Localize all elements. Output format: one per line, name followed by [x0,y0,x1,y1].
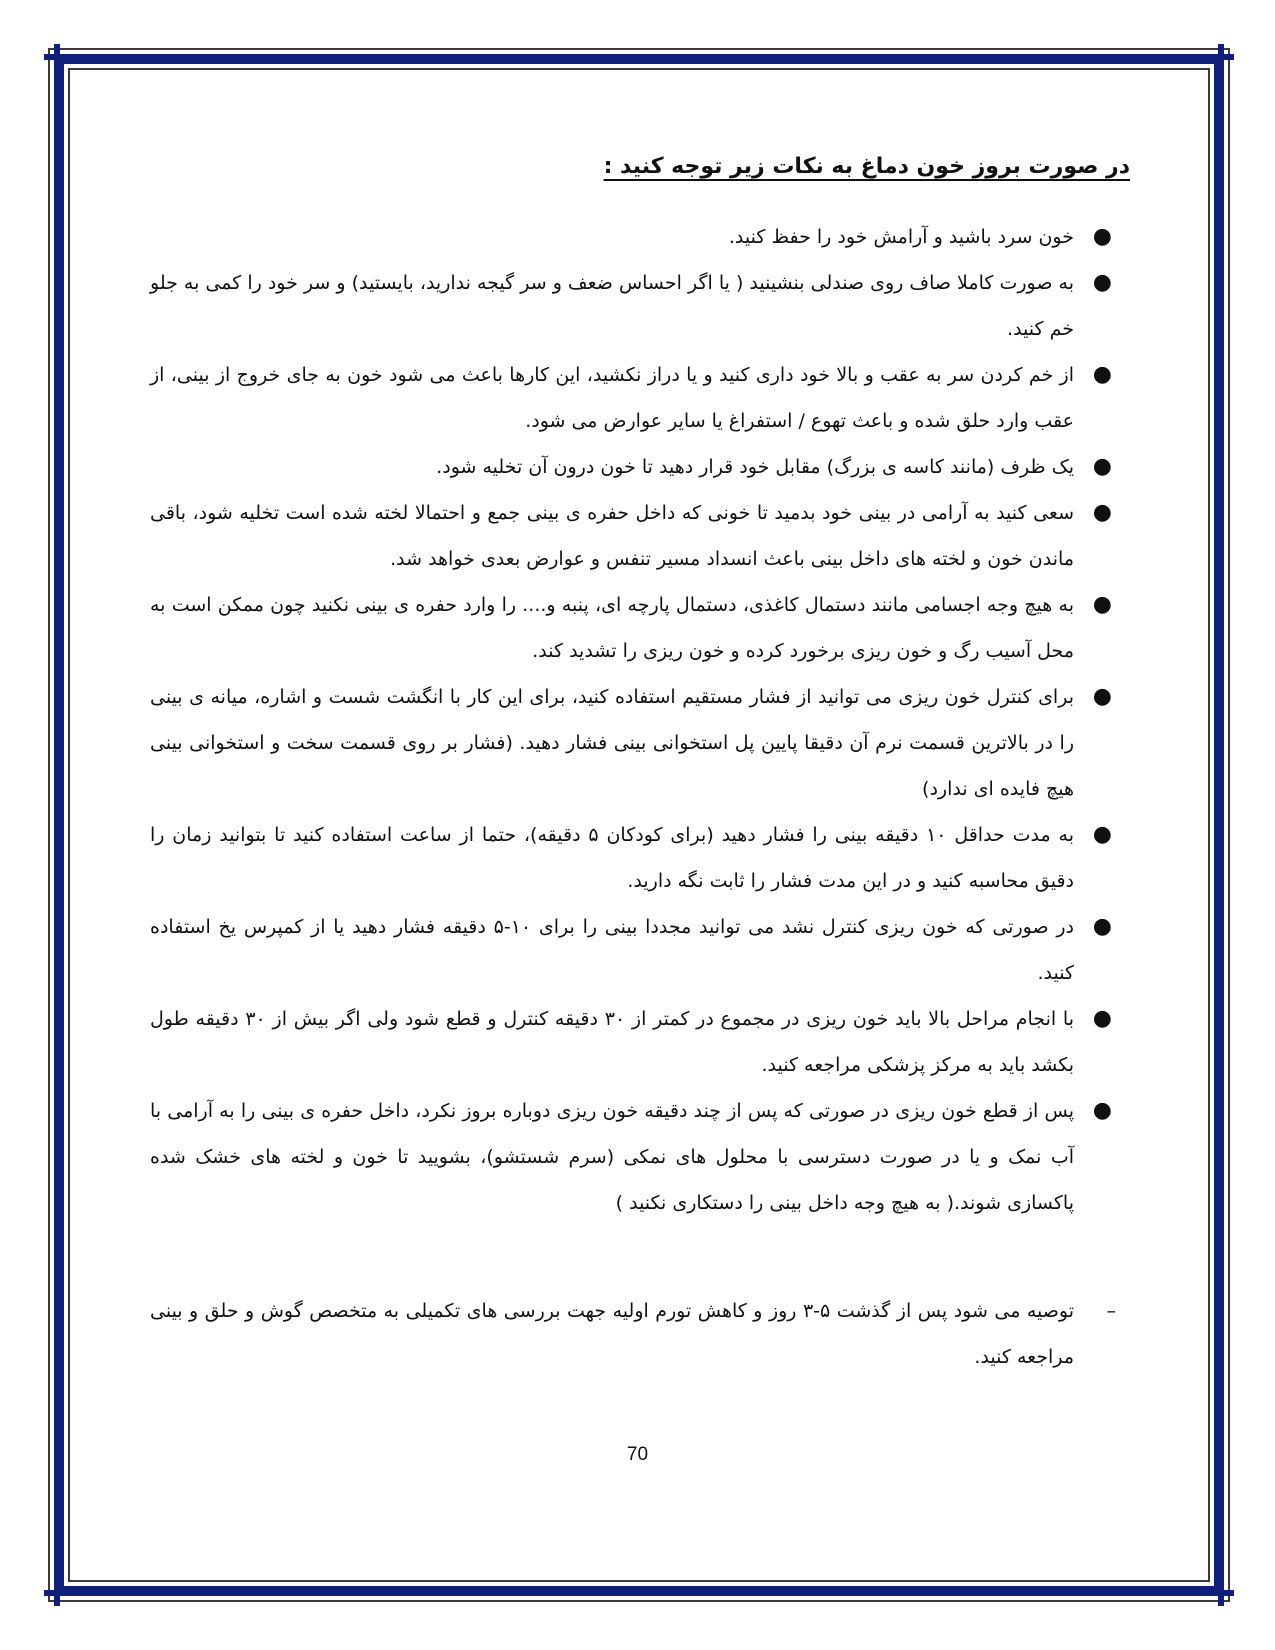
list-item-text: به مدت حداقل ۱۰ دقیقه بینی را فشار دهید (برای کودکان ۵ دقیقه)، حتما از ساعت استفاده کنید تا بتوانید زمان را دقیق محاسبه کنید و در این مدت فشار را ثابت نگه دارید. [150,824,1074,892]
list-item [150,490,1130,582]
bullet-icon: ● [1092,270,1112,295]
list-item [150,260,1130,352]
list-item [150,444,1130,490]
list-item [150,812,1130,904]
frame-corner-ornament [1208,1580,1234,1606]
bullet-icon: ● [1092,592,1112,617]
list-item-text: با انجام مراحل بالا باید خون ریزی در مجموع در کمتر از ۳۰ دقیقه کنترل و قطع شود ولی اگر بیش از ۳۰ دقیقه طول بکشد باید به مرکز پزشکی مراجعه کنید. [150,1008,1074,1076]
page-number: 70 [626,1444,649,1465]
frame-corner-ornament [1208,44,1234,70]
bullet-list [150,214,1130,1226]
recommendation-note [150,1288,1130,1380]
list-item [150,582,1130,674]
list-item-text: برای کنترل خون ریزی می توانید از فشار مستقیم استفاده کنید، برای این کار با انگشت شست و اشاره، میانه ی بینی را در بالاترین قسمت نرم آن دقیقا پایین پل استخوانی بینی فشار دهید. (فشار بر روی قسمت سخت و استخوانی بینی هیچ فایده ای ندارد) [150,686,1074,800]
bullet-icon: ● [1092,684,1112,709]
frame-corner-ornament [44,44,70,70]
list-item-text: خون سرد باشید و آرامش خود را حفظ کنید. [728,226,1074,248]
frame-corner-ornament [44,1580,70,1606]
list-item-text: به هیچ وجه اجسامی مانند دستمال کاغذی، دستمال پارچه ای، پنبه و.... را وارد حفره ی بینی نکنید چون ممکن است به محل آسیب رگ و خون ریزی برخورد کرده و خون ریزی را تشدید کند. [150,594,1074,662]
bullet-icon: ● [1092,822,1112,847]
bullet-icon: ● [1092,362,1112,387]
bullet-icon: ● [1092,454,1112,479]
list-item [150,352,1130,444]
dash-icon: – [1106,1300,1116,1322]
list-item-text: سعی کنید به آرامی در بینی خود بدمید تا خونی که داخل حفره ی بینی جمع و احتمالا لخته شده است تخلیه شود، باقی ماندن خون و لخته های داخل بینی باعث انسداد مسیر تنفس و عوارض بعدی خواهد شد. [150,502,1074,570]
bullet-icon: ● [1092,1006,1112,1031]
list-item-text: از خم کردن سر به عقب و بالا خود داری کنید و یا دراز نکشید، این کارها باعث می شود خون به جای خروج از بینی، از عقب وارد حلق شده و باعث تهوع / استفراغ یا سایر عوارض می شود. [150,364,1074,432]
bullet-icon: ● [1092,1098,1112,1123]
list-item [150,1088,1130,1226]
list-item-text: پس از قطع خون ریزی در صورتی که پس از چند دقیقه خون ریزی دوباره بروز نکرد، داخل حفره ی بینی را به آرامی با آب نمک و یا در صورت دسترسی با محلول های نمکی (سرم شستشو)، بشویید تا خون و لخته های خشک شده پاکسازی شوند.( به هیچ وجه داخل بینی را دستکاری نکنید ) [150,1100,1074,1214]
page-content [150,150,1130,1399]
list-item-text: به صورت کاملا صاف روی صندلی بنشینید ( یا اگر احساس ضعف و سر گیجه ندارید، بایستید) و سر خود را کمی به جلو خم کنید. [150,272,1074,340]
page-heading: در صورت بروز خون دماغ به نکات زیر توجه کنید : [603,154,1130,179]
list-item [150,904,1130,996]
bullet-icon: ● [1092,500,1112,525]
list-item [150,996,1130,1088]
bullet-icon: ● [1092,224,1112,249]
list-item-text: در صورتی که خون ریزی کنترل نشد می توانید مجددا بینی را برای ۱۰-۵ دقیقه فشار دهید یا از کمپرس یخ استفاده کنید. [150,916,1074,984]
recommendation-text: توصیه می شود پس از گذشت ۵-۳ روز و کاهش تورم اولیه جهت بررسی های تکمیلی به متخصص گوش و حلق و بینی مراجعه کنید. [150,1300,1074,1368]
list-item [150,674,1130,812]
list-item-text: یک ظرف (مانند کاسه ی بزرگ) مقابل خود قرار دهید تا خون درون آن تخلیه شود. [436,456,1074,478]
list-item [150,214,1130,260]
bullet-icon: ● [1092,914,1112,939]
